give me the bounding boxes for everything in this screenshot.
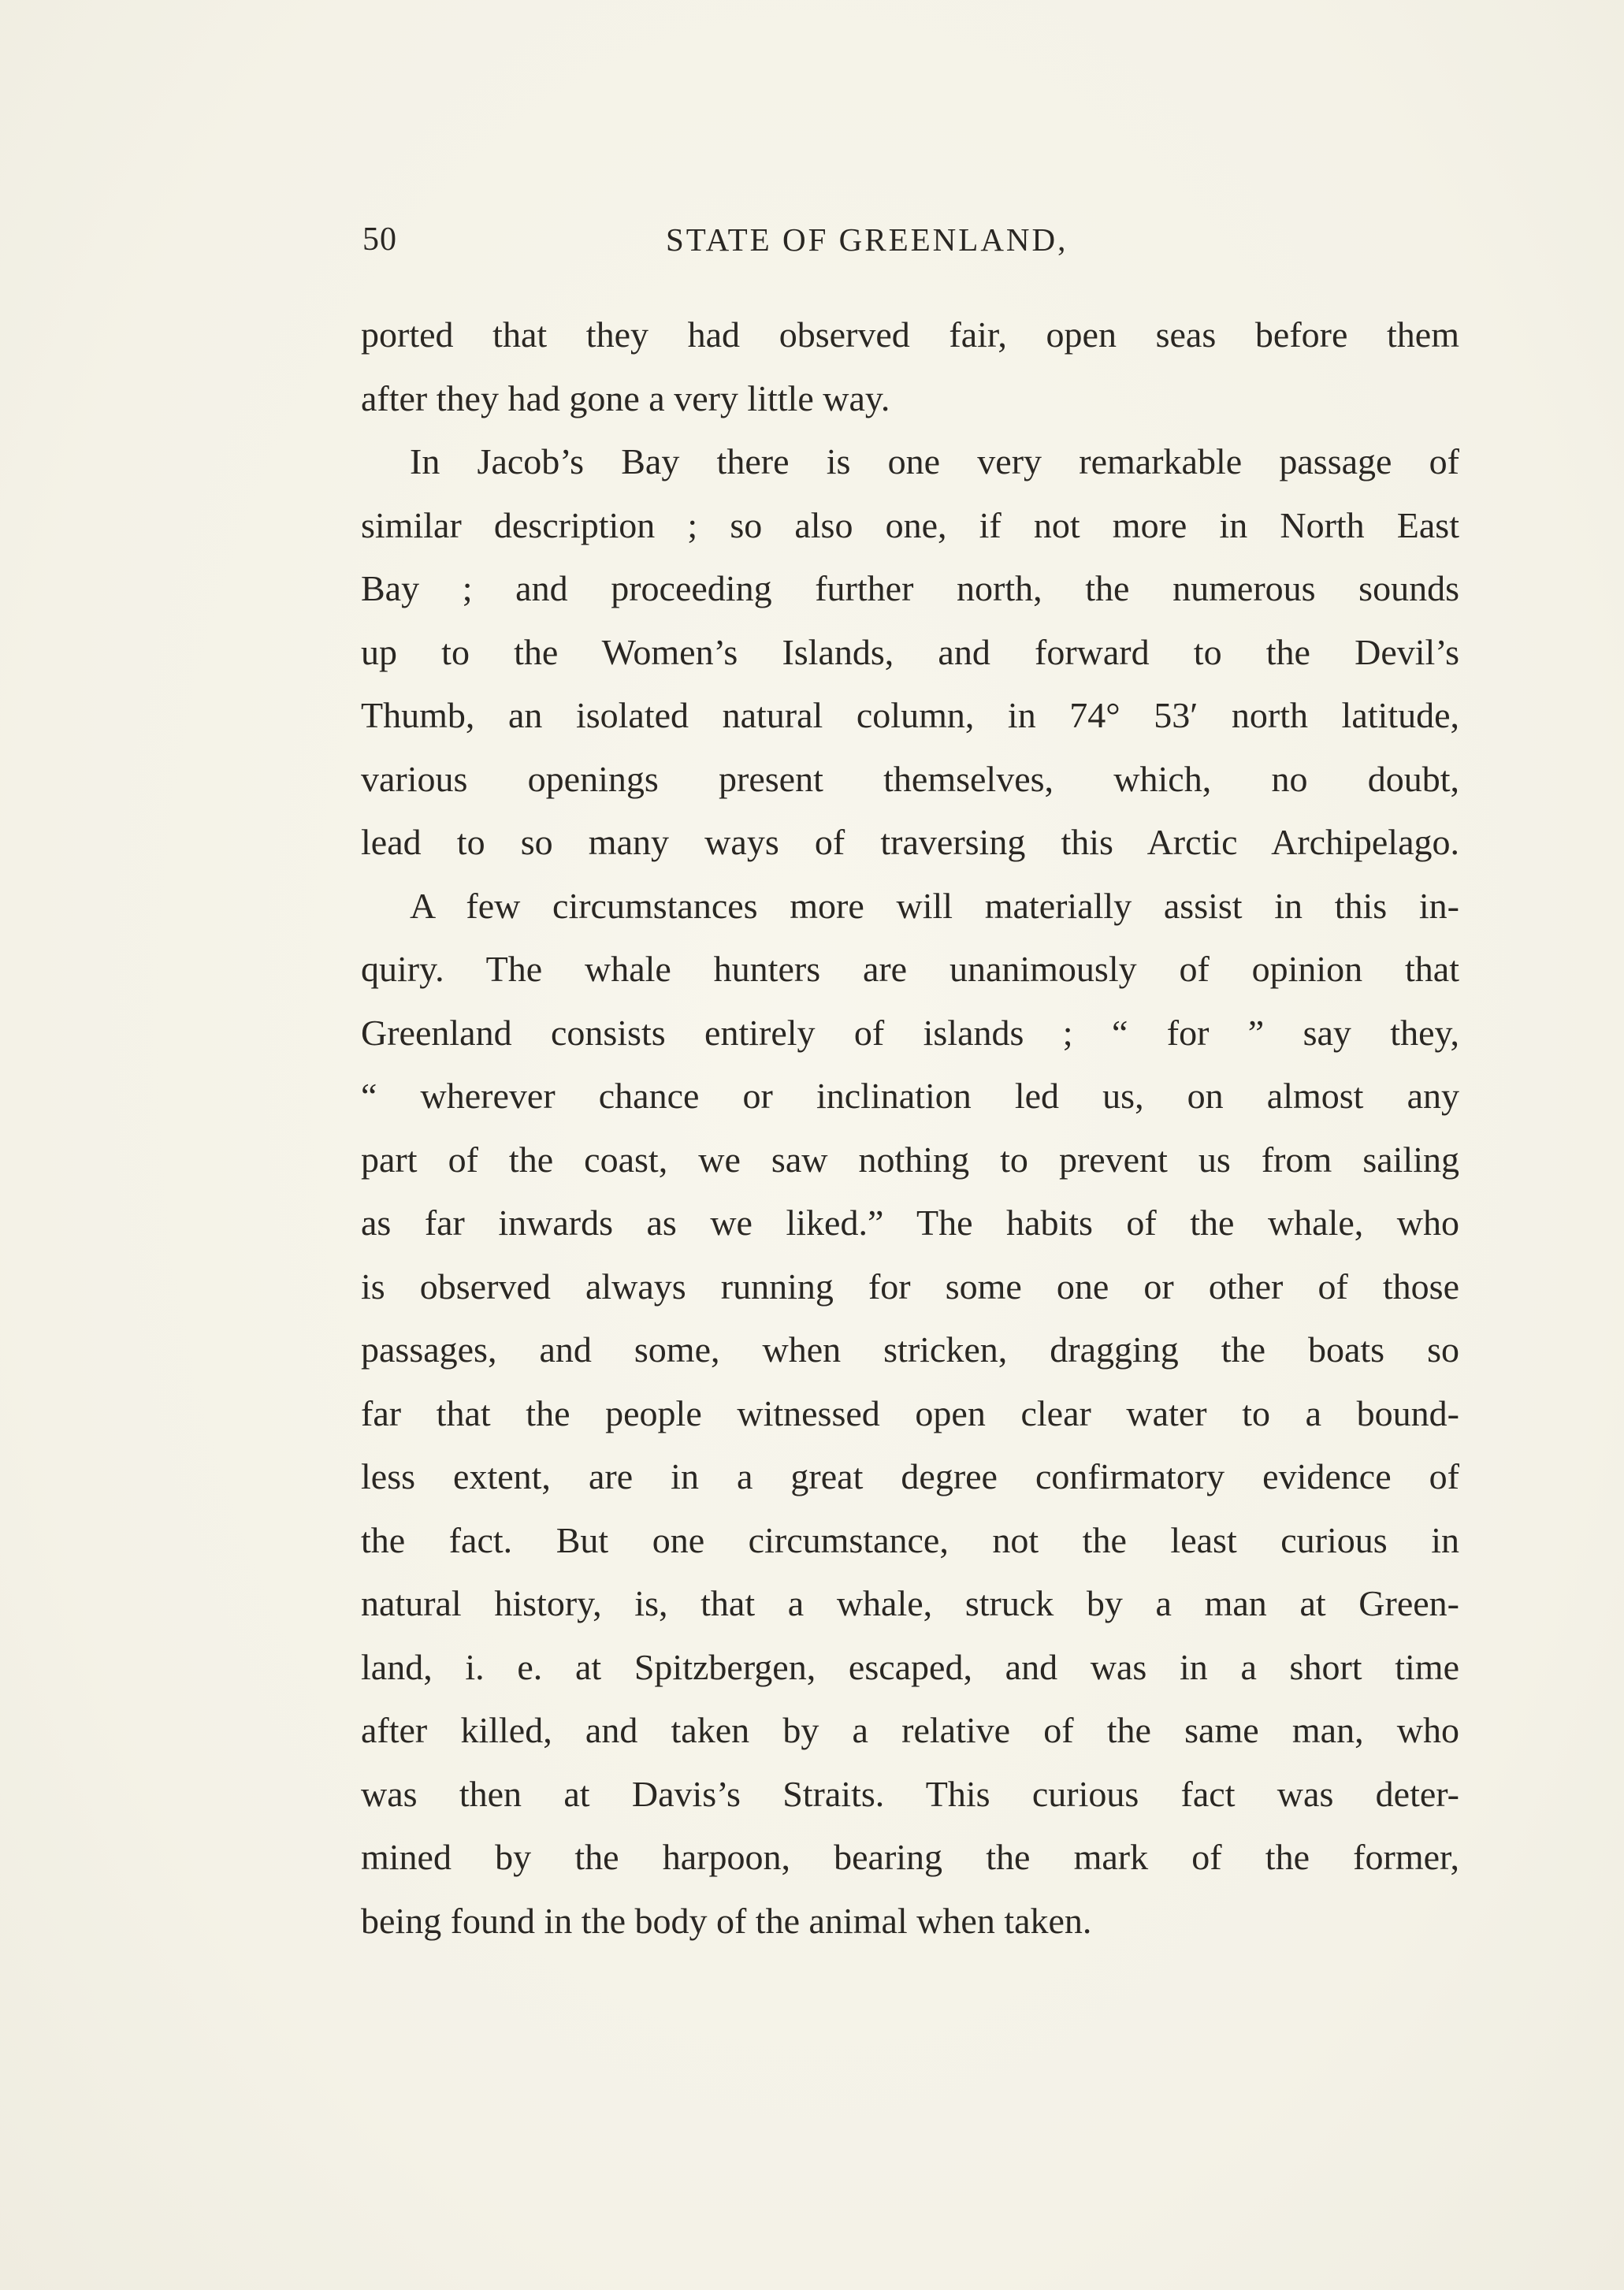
text-line: up to the Women’s Islands, and forward to the Devil’s [361,631,1459,672]
text-line: less extent, are in a great degree confirmatory evidence of [361,1456,1459,1496]
text-line: after they had gone a very little way. [361,377,890,418]
text-line: passages, and some, when stricken, dragging the boats so [361,1329,1459,1370]
text-line: natural history, is, that a whale, struck by a man at Green- [361,1583,1459,1623]
text-line: land, i. e. at Spitzbergen, escaped, and was in a short time [361,1646,1459,1687]
text-line: A few circumstances more will materially assist in this in- [410,885,1459,926]
body-text [361,303,1459,1953]
text-line: being found in the body of the animal when taken. [361,1900,1092,1941]
text-line: Thumb, an isolated natural column, in 74° 53′ north latitude, [361,695,1459,735]
text-line: part of the coast, we saw nothing to prevent us from sailing [361,1139,1459,1180]
text-line: far that the people witnessed open clear water to a bound- [361,1392,1459,1433]
text-line: various openings present themselves, which, no doubt, [361,758,1459,799]
text-line: similar description ; so also one, if not more in North East [361,504,1459,545]
text-line: mined by the harpoon, bearing the mark of the former, [361,1837,1459,1877]
text-line: quiry. The whale hunters are unanimously of opinion that [361,949,1459,989]
text-line: after killed, and taken by a relative of the same man, who [361,1710,1459,1750]
text-line: the fact. But one circumstance, not the least curious in [361,1519,1459,1560]
text-line: “ wherever chance or inclination led us, on almost any [361,1076,1459,1116]
running-head [362,221,1466,276]
text-line: Bay ; and proceeding further north, the numerous sounds [361,568,1459,608]
page-number: 50 [362,221,397,258]
running-title: STATE OF GREENLAND, [666,221,1068,258]
text-line: ported that they had observed fair, open seas before them [361,314,1459,355]
text-line: In Jacob’s Bay there is one very remarkable passage of [410,441,1459,481]
text-line: as far inwards as we liked.” The habits of the whale, who [361,1203,1459,1243]
text-line: is observed always running for some one or other of those [361,1266,1459,1307]
text-line: Greenland consists entirely of islands ; “ for ” say they, [361,1012,1459,1053]
text-line: lead to so many ways of traversing this Arctic Archipelago. [361,822,1459,862]
text-line: was then at Davis’s Straits. This curious fact was deter- [361,1773,1459,1814]
